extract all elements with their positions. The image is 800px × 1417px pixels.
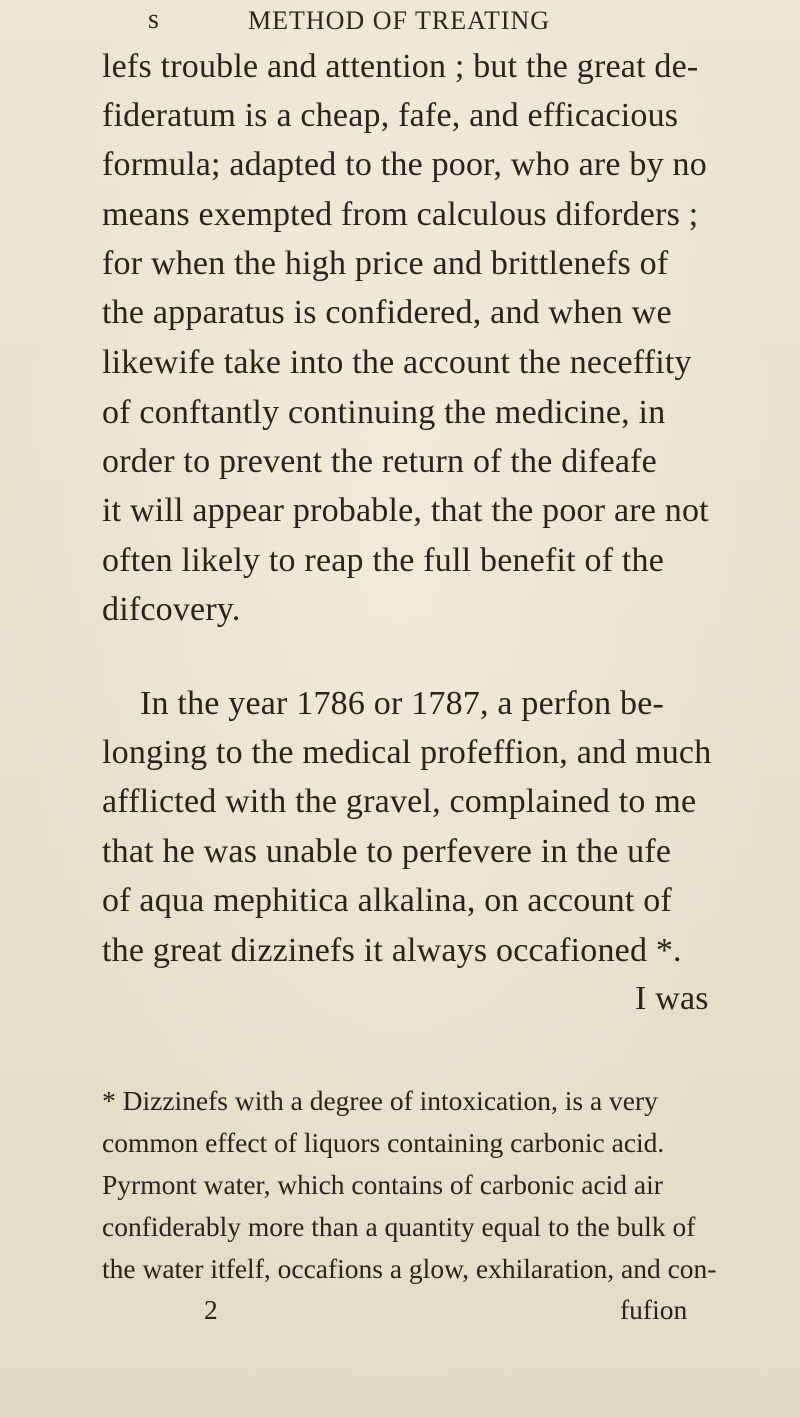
footnote-line: * Dizzinefs with a degree of intoxication, is a very [102, 1085, 658, 1116]
text-line: In the year 1786 or 1787, a perfon be- [140, 685, 665, 722]
text-line: lefs trouble and attention ; but the great de- [102, 48, 699, 85]
text-line: that he was unable to perfevere in the ufe [102, 833, 672, 870]
text-line: formula; adapted to the poor, who are by no [102, 146, 707, 183]
text-line: order to prevent the return of the difeafe [102, 443, 657, 480]
page-signature: s [148, 4, 159, 35]
text-line: difcovery. [102, 591, 241, 628]
page-header [0, 4, 800, 44]
text-line: of conftantly continuing the medicine, in [102, 394, 666, 431]
text-line: fideratum is a cheap, fafe, and efficacious [102, 97, 679, 134]
text-line: longing to the medical profeffion, and much [102, 734, 712, 771]
text-line: the apparatus is confidered, and when we [102, 294, 672, 331]
text-line: afflicted with the gravel, complained to me [102, 783, 697, 820]
text-line: of aqua mephitica alkalina, on account of [102, 882, 672, 919]
text-line: often likely to reap the full benefit of the [102, 542, 665, 579]
text-line: likewife take into the account the neceffity [102, 344, 692, 381]
signature-mark: 2 [204, 1294, 218, 1325]
footnote-line: the water itfelf, occafions a glow, exhilaration, and con- [102, 1253, 717, 1284]
text-line: means exempted from calculous diforders ; [102, 196, 699, 233]
text-line: for when the high price and brittlenefs of [102, 245, 669, 282]
footnote-line: common effect of liquors containing carbonic acid. [102, 1127, 665, 1158]
text-line: the great dizzinefs it always occafioned *. [102, 932, 682, 969]
catchword: fufion [620, 1294, 688, 1325]
footnote-line: confiderably more than a quantity equal to the bulk of [102, 1211, 696, 1242]
text-line: I was [635, 980, 709, 1017]
footnote-line: Pyrmont water, which contains of carbonic acid air [102, 1169, 663, 1200]
text-line: it will appear probable, that the poor are not [102, 492, 709, 529]
running-head: METHOD OF TREATING [248, 6, 551, 35]
